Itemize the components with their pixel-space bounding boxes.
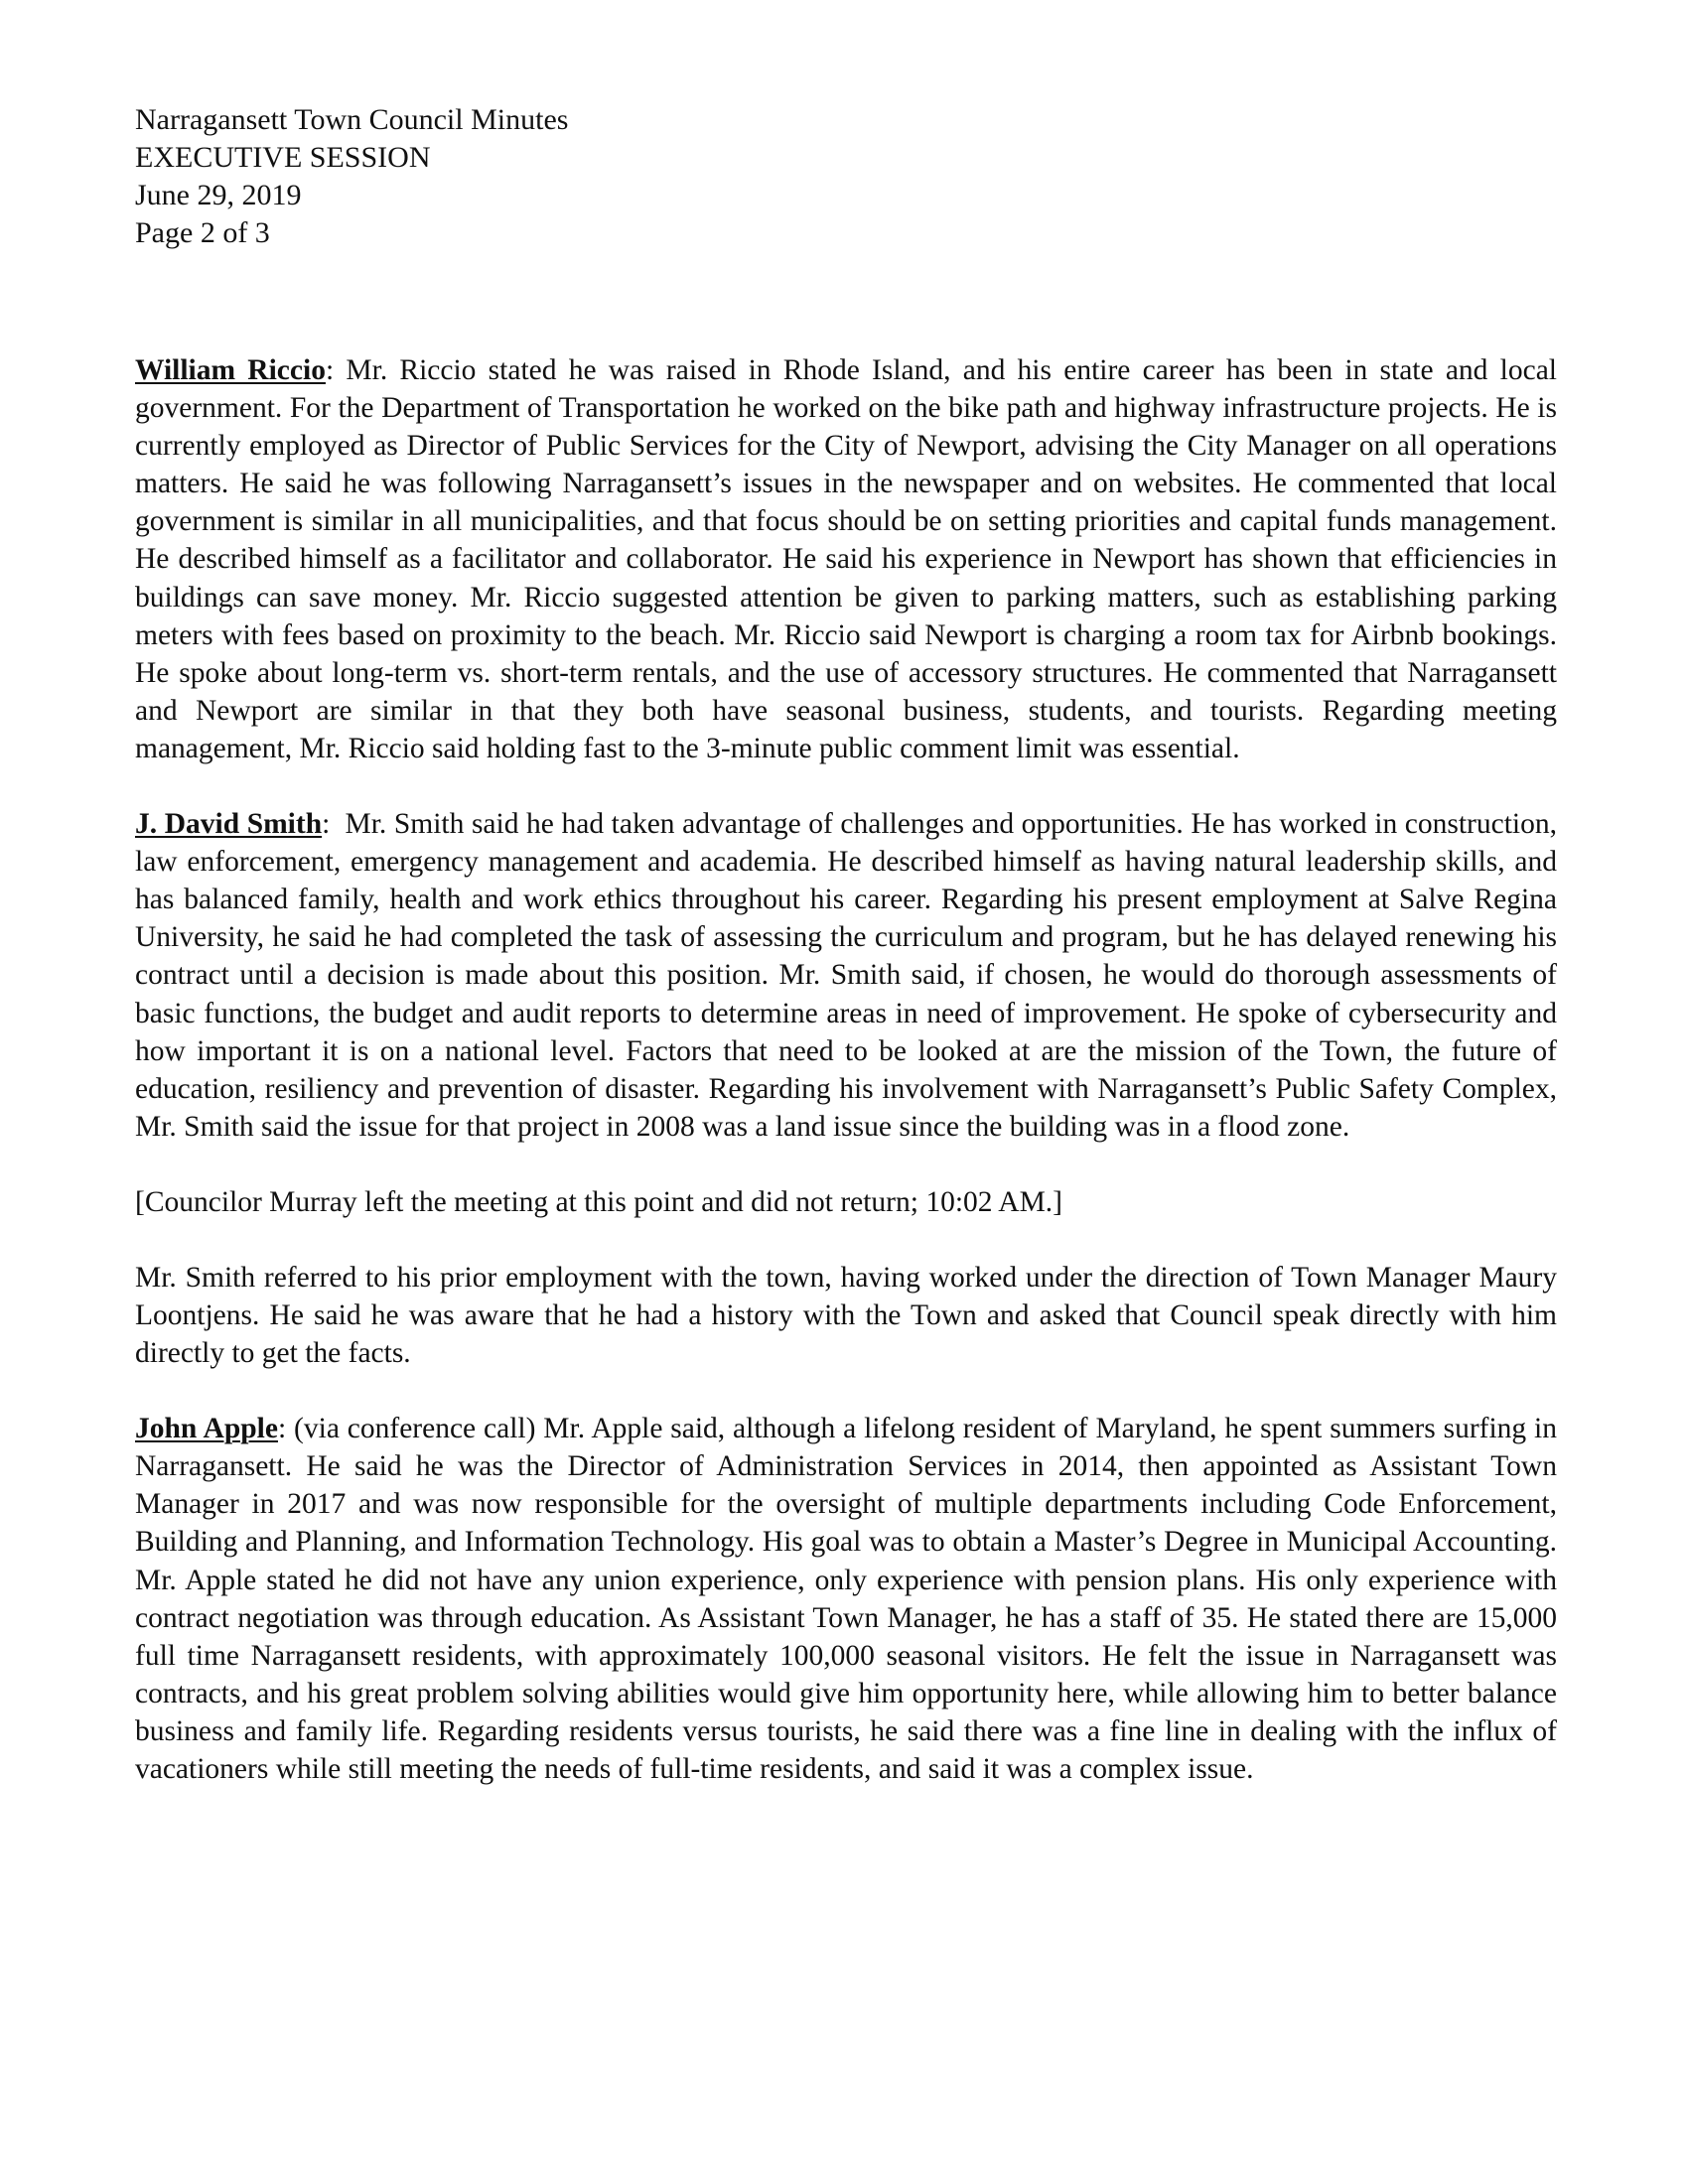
meeting-note: [Councilor Murray left the meeting at this point and did not return; 10:02 AM.]	[135, 1185, 1063, 1218]
speaker-name: John Apple	[135, 1413, 278, 1445]
smith-section	[135, 805, 1557, 1146]
speaker-name: J. David Smith	[135, 808, 323, 841]
riccio-section	[135, 351, 1557, 767]
section-text: Mr. Smith said he had taken advantage of challenges and opportunities. He has worked in construction, law enforcement, emergency management and academia. He described himself as having natural leadership skills, and has balanced family, health and work ethics throughout his career. Regarding his present employment at Salve Regina University, he said he had completed the task of assessing the curriculum and program, but he has delayed renewing his contract until a decision is made about this position. Mr. Smith said, if chosen, he would do thorough assessments of basic functions, the budget and audit reports to determine areas in need of improvement. He spoke of cybersecurity and how important it is on a national level. Factors that need to be looked at are the mission of the Town, the future of education, resiliency and prevention of disaster. Regarding his involvement with Narragansett’s Public Safety Complex, Mr. Smith said the issue for that project in 2008 was a land issue since the building was in a flood zone.	[135, 808, 1557, 1143]
meeting-date: June 29, 2019	[135, 179, 302, 211]
document-header	[135, 101, 1557, 252]
apple-section	[135, 1410, 1557, 1788]
document-title: Narragansett Town Council Minutes	[135, 103, 569, 136]
session-type: EXECUTIVE SESSION	[135, 141, 431, 174]
smith-followup: Mr. Smith referred to his prior employment with the town, having worked under the direction of Town Manager Maury Loontjens. He said he was aware that he had a history with the Town and asked that Council speak directly with him directly to get the facts.	[135, 1261, 1557, 1370]
section-text: (via conference call) Mr. Apple said, although a lifelong resident of Maryland, he spent summers surfing in Narragansett. He said he was the Director of Administration Services in 2014, then appointed as Assistant Town Manager in 2017 and was now responsible for the oversight of multiple departments including Code Enforcement, Building and Planning, and Information Technology. His goal was to obtain a Master’s Degree in Municipal Accounting. Mr. Apple stated he did not have any union experience, only experience with pension plans. His only experience with contract negotiation was through education. As Assistant Town Manager, he has a staff of 35. He stated there are 15,000 full time Narragansett residents, with approximately 100,000 seasonal visitors. He felt the issue in Narragansett was contracts, and his great problem solving abilities would give him opportunity here, while allowing him to better balance business and family life. Regarding residents versus tourists, he said there was a fine line in dealing with the influx of vacationers while still meeting the needs of full-time residents, and said it was a complex issue.	[135, 1413, 1557, 1785]
speaker-separator: :	[277, 1413, 295, 1445]
speaker-separator: :	[325, 354, 347, 386]
speaker-name: William Riccio	[135, 354, 326, 386]
section-text: Mr. Riccio stated he was raised in Rhode Island, and his entire career has been in state and local government. For the Department of Transportation he worked on the bike path and highway infrastructure projects. He is currently employed as Director of Public Services for the City of Newport, advising the City Manager on all operations matters. He said he was following Narragansett’s issues in the newspaper and on websites. He commented that local government is similar in all municipalities, and that focus should be on setting priorities and capital funds management. He described himself as a facilitator and collaborator. He said his experience in Newport has shown that efficiencies in buildings can save money. Mr. Riccio suggested attention be given to parking matters, such as establishing parking meters with fees based on proximity to the beach. Mr. Riccio said Newport is charging a room tax for Airbnb bookings. He spoke about long-term vs. short-term rentals, and the use of accessory structures. He commented that Narragansett and Newport are similar in that they both have seasonal business, students, and tourists. Regarding meeting management, Mr. Riccio said holding fast to the 3-minute public comment limit was essential.	[135, 354, 1557, 764]
page-number: Page 2 of 3	[135, 216, 270, 249]
speaker-separator: :	[322, 808, 346, 841]
document-page	[135, 101, 1557, 1826]
